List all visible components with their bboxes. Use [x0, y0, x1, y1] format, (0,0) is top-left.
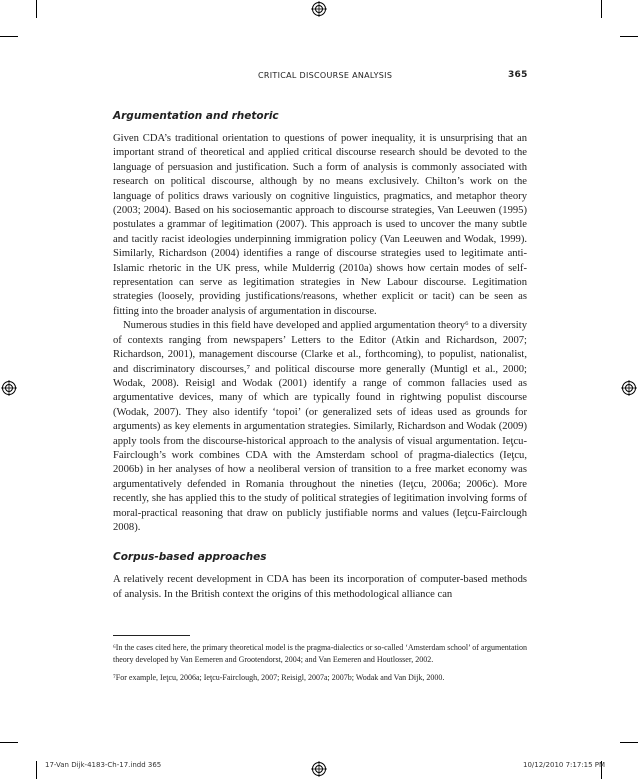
- footnotes: [113, 642, 527, 691]
- footnote: ⁷For example, Ieţcu, 2006a; Ieţcu-Fairclough, 2007; Reisigl, 2007a; 2007b; Wodak and Van Dijk, 2000.: [113, 673, 445, 682]
- crop-mark: [0, 36, 18, 37]
- slug-file: 17-Van Dijk-4183-Ch-17.indd 365: [45, 761, 162, 769]
- paragraph: Given CDA’s traditional orientation to questions of power inequality, it is unsurprising that an important strand of theoretical and applied critical discourse research should be devoted to the language of persuasion and justification. Such a form of analysis is commonly associated with research on political discourse, although by no means exclusively. Chilton’s work on the language of politics draws variously on cognitive linguistics, pragmatics, and metaphor theory (2003; 2004). Based on his sociosemantic approach to discourse strategies, Van Leeuwen (1995) postulates a grammar of legitimation (2007). This approach is used to uncover the many subtle and tacitly racist ideologies underpinning immigration policy (Van Leeuwen and Wodak, 1999). Similarly, Richardson (2004) identifies a range of discourse strategies used to legitimate anti-Islamic rhetoric in the UK press, while Mulderrig (2010a) shows how certain modes of self-representation can serve as legitimation strategies in New Labour discourse. Legitimation strategies (loosely, providing justifications/reasons, whether explicit or tacit) can be seen as fitting into the broader analysis of argumentation in discourse.: [113, 133, 527, 317]
- registration-mark-icon: [311, 1, 327, 17]
- crop-mark: [601, 0, 602, 18]
- section-heading: Argumentation and rhetoric: [113, 110, 279, 122]
- paragraph: A relatively recent development in CDA has been its incorporation of computer-based methods of analysis. In the British context the origins of this methodological alliance can: [113, 574, 527, 600]
- registration-mark-icon: [311, 761, 327, 777]
- page-number: 365: [508, 70, 528, 80]
- registration-mark-icon: [621, 380, 637, 396]
- footnote: ⁶In the cases cited here, the primary theoretical model is the pragma-dialectics or so-called ‘Amsterdam school’ of argumentation theory developed by Van Eemeren and Grootendorst, 2004; and Van Eemeren and Houtlosser, 2002.: [113, 643, 527, 664]
- section-heading: Corpus-based approaches: [113, 551, 267, 564]
- slug-timestamp: 10/12/2010 7:17:15 PM: [523, 761, 606, 769]
- crop-mark: [36, 0, 37, 18]
- main-text: [113, 109, 527, 602]
- crop-mark: [0, 742, 18, 743]
- crop-mark: [620, 36, 638, 37]
- registration-mark-icon: [1, 380, 17, 396]
- running-head: [0, 71, 638, 85]
- paragraph: Numerous studies in this field have developed and applied argumentation theory⁶ to a diversity of contexts ranging from newspapers’ Letters to the Editor (Atkin and Richardson, 2007; Richardson, 2001), management discourse (Clarke et al., forthcoming), to populist, nationalist, and discriminatory discourses,⁷ and political discourse more generally (Muntigl et al., 2000; Wodak, 2008). Reisigl and Wodak (2001) identify a range of common fallacies used as argumentative devices, many of which are typically found in rightwing populist discourse (Wodak, 2007). They also identify ‘topoi’ (or generalized sets of ideas used as grounds for arguments) as key elements in argumentation strategies. Similarly, Richardson and Wodak (2009) apply tools from the discourse-historical approach to the analysis of visual argumentation. Ieţcu-Fairclough’s work combines CDA with the Amsterdam school of pragma-dialectics (Ieţcu, 2006b) in her analyses of how a neoliberal version of transition to a free market economy was argumentatively defended in Romania throughout the nineties (Ieţcu, 2006a; 2006c). More recently, she has applied this to the study of political strategies of legitimation involving forms of moral-practical reasoning that draw on publicly justifiable norms and values (Ieţcu-Fairclough 2008).: [113, 320, 527, 533]
- crop-mark: [620, 742, 638, 743]
- running-title: CRITICAL DISCOURSE ANALYSIS: [258, 71, 393, 80]
- footnote-divider: [113, 635, 190, 636]
- crop-mark: [36, 761, 37, 779]
